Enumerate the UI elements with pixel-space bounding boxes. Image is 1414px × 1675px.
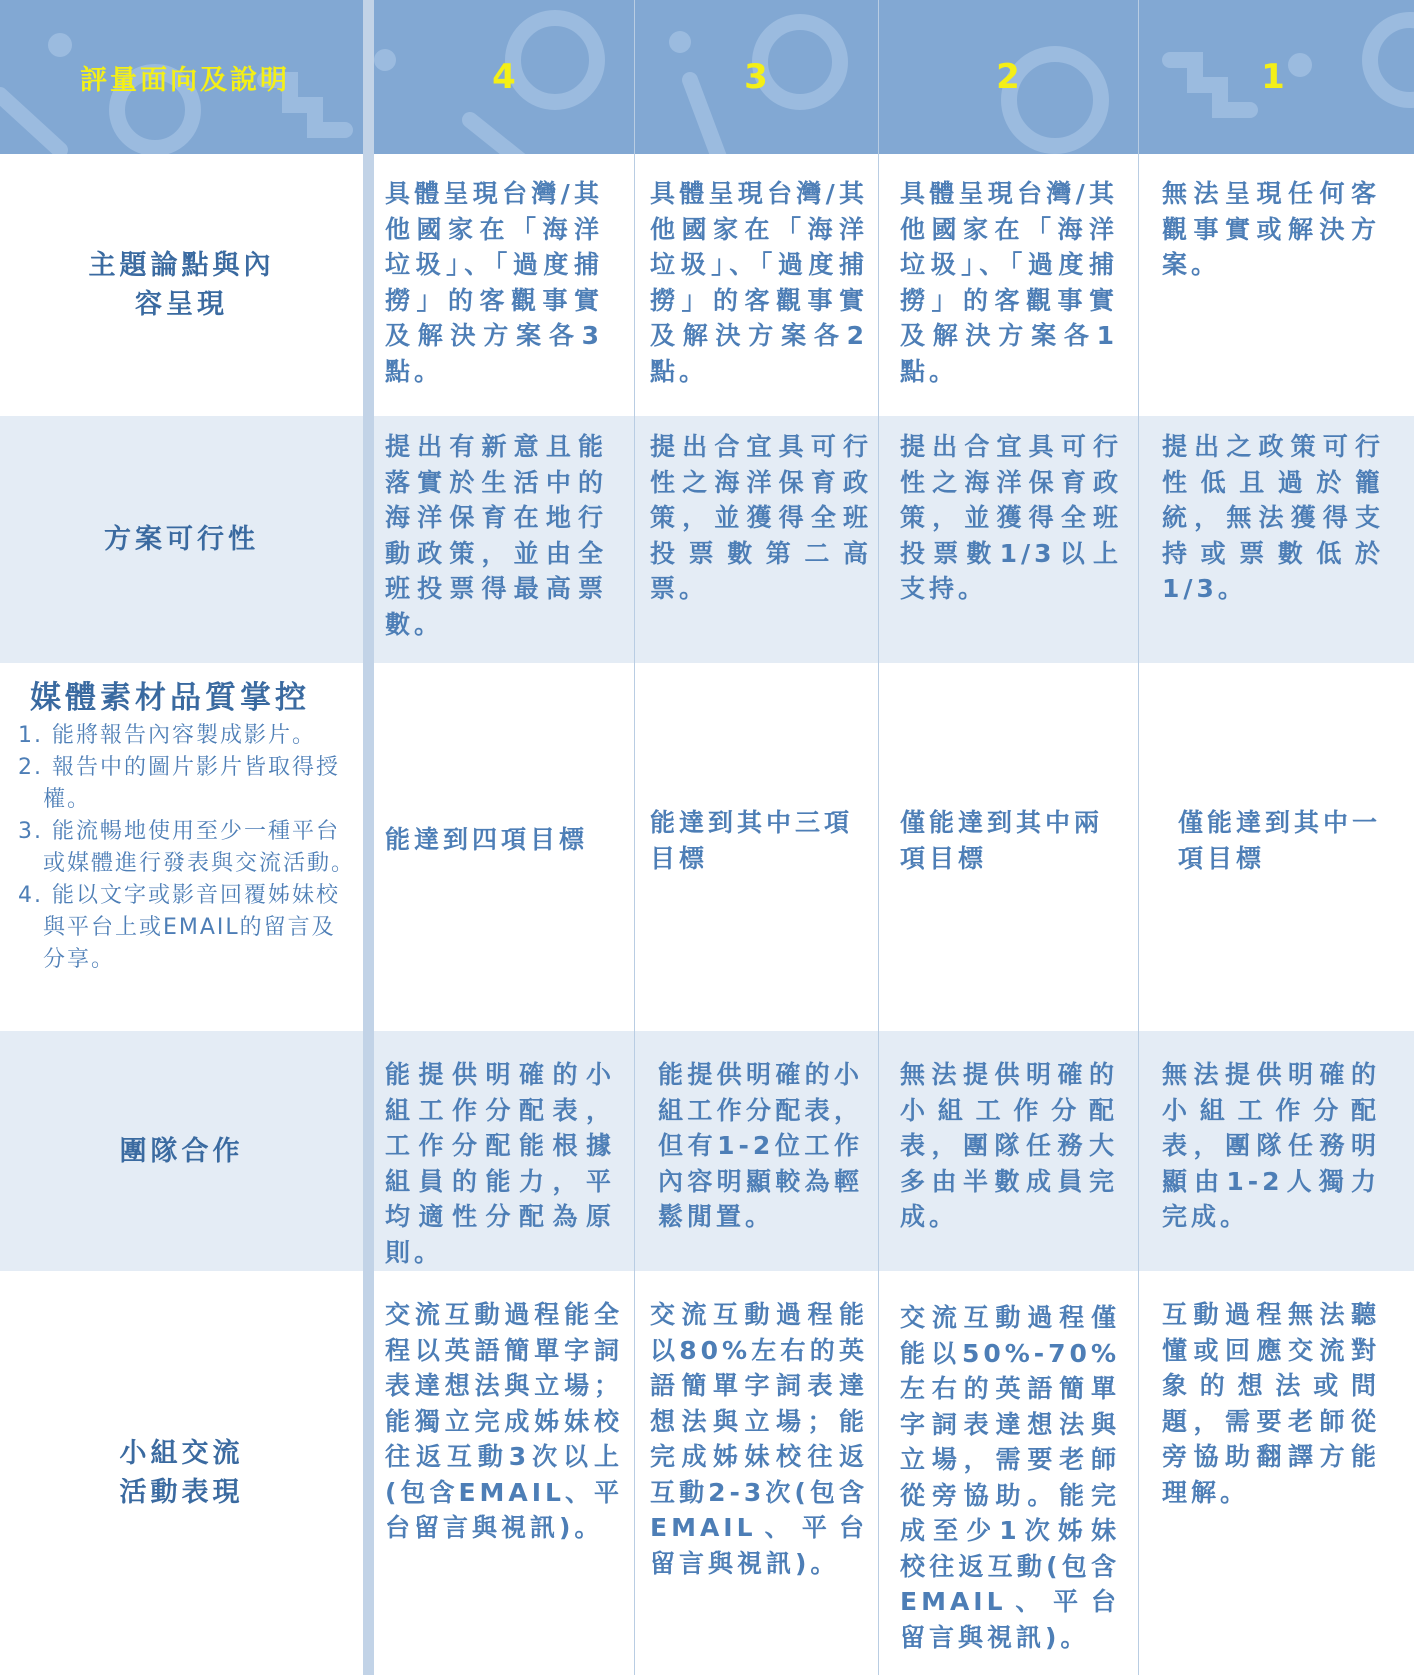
- list-item: 3. 能流暢地使用至少一種平台或媒體進行發表與交流活動。: [18, 819, 356, 876]
- cell-media-3: 能達到其中三項目標: [650, 808, 854, 873]
- header-score-1: 1: [1261, 57, 1285, 97]
- column-divider: [363, 0, 374, 1675]
- header-score-3: 3: [744, 57, 768, 97]
- cell-media-4: 能達到四項目標: [385, 825, 589, 854]
- criterion-label: 主題論點與內容呈現: [88, 250, 275, 320]
- cell-topic-2: 具體呈現台灣/其他國家在「海洋垃圾」、「過度捕撈」的客觀事實及解決方案各1點。: [900, 179, 1118, 386]
- header-score-2: 2: [996, 57, 1020, 97]
- criterion-topic: [0, 154, 363, 416]
- list-item: 1. 能將報告內容製成影片。: [18, 723, 316, 748]
- cell-teamwork-4: 能提供明確的小組工作分配表，工作分配能根據組員的能力，平均適性分配為原則。: [385, 1060, 615, 1267]
- criterion-label: 小組交流活動表現: [119, 1438, 244, 1508]
- cell-media-2: 僅能達到其中兩項目標: [900, 808, 1104, 873]
- cell-feasibility-3: 提出合宜具可行性之海洋保育政策，並獲得全班投票數第二高票。: [650, 432, 872, 603]
- cell-teamwork-3: 能提供明確的小組工作分配表，但有1-2位工作內容明顯較為輕鬆閒置。: [658, 1060, 863, 1231]
- criterion-teamwork: 團隊合作: [119, 1135, 244, 1167]
- cell-feasibility-4: 提出有新意且能落實於生活中的海洋保育在地行動政策，並由全班投票得最高票數。: [385, 432, 607, 639]
- cell-topic-3: 具體呈現台灣/其他國家在「海洋垃圾」、「過度捕撈」的客觀事實及解決方案各2點。: [650, 179, 868, 386]
- list-item: 2. 報告中的圖片影片皆取得授權。: [18, 755, 340, 812]
- table-header: [0, 0, 1414, 154]
- cell-teamwork-2: 無法提供明確的小組工作分配表，團隊任務大多由半數成員完成。: [900, 1060, 1118, 1231]
- cell-exchange-2: 交流互動過程僅能以50%-70%左右的英語簡單字詞表達想法與立場，需要老師從旁協助。能完成至少1次姊妹校往返互動(包含EMAIL、平台留言與視訊)。: [900, 1303, 1120, 1652]
- column-divider: [1138, 0, 1139, 1675]
- cell-topic-4: 具體呈現台灣/其他國家在「海洋垃圾」、「過度捕撈」的客觀事實及解決方案各3點。: [385, 179, 603, 386]
- cell-exchange-1: 互動過程無法聽懂或回應交流對象的想法或問題，需要老師從旁協助翻譯方能理解。: [1162, 1300, 1380, 1507]
- cell-topic-1: 無法呈現任何客觀事實或解決方案。: [1162, 179, 1380, 279]
- criterion-media: 媒體素材品質掌控: [30, 680, 310, 716]
- cell-feasibility-1: 提出之政策可行性低且過於籠統，無法獲得支持或票數低於1/3。: [1162, 432, 1384, 603]
- criterion-exchange: [0, 1271, 363, 1675]
- header-score-4: 4: [492, 57, 516, 97]
- cell-feasibility-2: 提出合宜具可行性之海洋保育政策，並獲得全班投票數1/3以上支持。: [900, 432, 1122, 603]
- media-criteria-list: [18, 720, 358, 976]
- cell-teamwork-1: 無法提供明確的小組工作分配表，團隊任務明顯由1-2人獨力完成。: [1162, 1060, 1380, 1231]
- column-divider: [634, 0, 635, 1675]
- criterion-feasibility: 方案可行性: [104, 524, 259, 555]
- list-item: 4. 能以文字或影音回覆姊妹校與平台上或EMAIL的留言及分享。: [18, 883, 340, 972]
- cell-media-1: 僅能達到其中一項目標: [1178, 808, 1382, 873]
- header-criterion: 評量面向及說明: [80, 64, 290, 96]
- cell-exchange-4: 交流互動過程能全程以英語簡單字詞表達想法與立場；能獨立完成姊妹校往返互動3次以上(包含EMAIL、平台留言與視訊)。: [385, 1300, 623, 1542]
- column-divider: [878, 0, 879, 1675]
- cell-exchange-3: 交流互動過程能以80%左右的英語簡單字詞表達想法與立場；能完成姊妹校往返互動2-3次(包含EMAIL、平台留言與視訊)。: [650, 1300, 868, 1578]
